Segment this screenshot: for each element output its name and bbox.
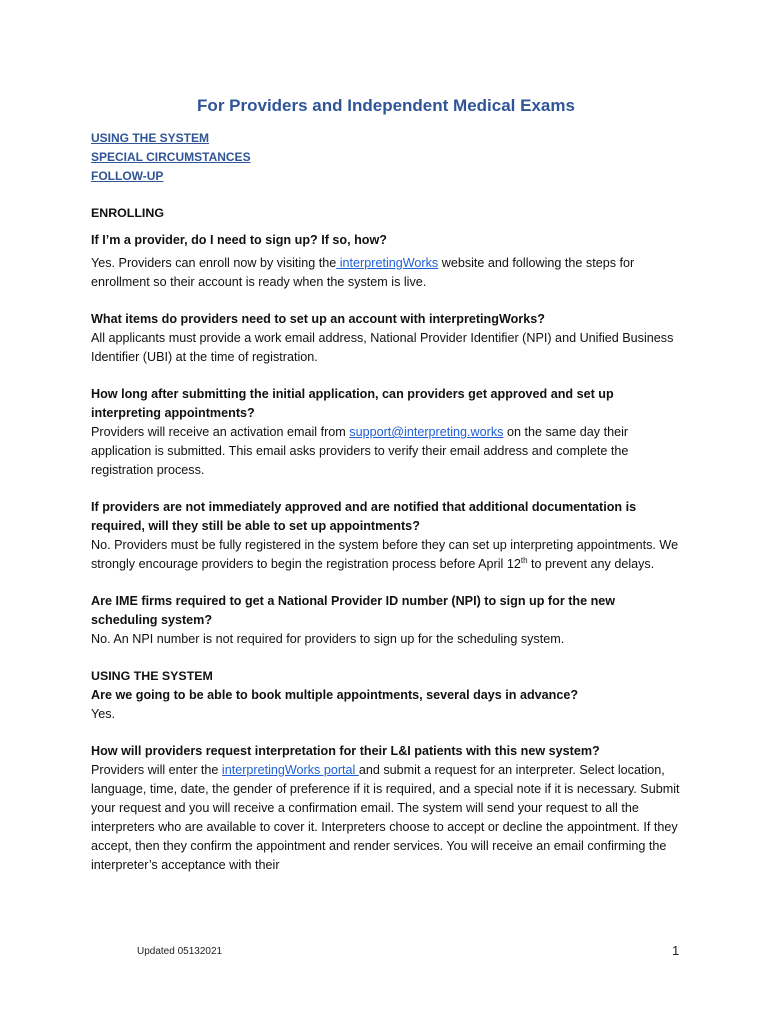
section-heading-using-the-system: USING THE SYSTEM bbox=[91, 669, 213, 683]
question: What items do providers need to set up an account with interpretingWorks? bbox=[91, 312, 545, 326]
answer: Yes. Providers can enroll now by visiting the interpretingWorks website and following the steps for enrollment so their account is ready when the system is live. bbox=[91, 256, 635, 289]
interpretingworks-portal-link[interactable]: interpretingWorks portal bbox=[221, 763, 359, 777]
answer: Yes. bbox=[91, 707, 116, 721]
interpretingworks-website-link[interactable]: interpretingWorks bbox=[336, 256, 439, 270]
page-title: For Providers and Independent Medical Exams bbox=[197, 96, 575, 115]
question: How will providers request interpretation for their L&I patients with this new system? bbox=[91, 744, 600, 758]
footer-updated-date: Updated 05132021 bbox=[137, 946, 223, 957]
question: Are IME firms required to get a National Provider ID number (NPI) to sign up for the new scheduling system? bbox=[91, 594, 616, 627]
answer: No. Providers must be fully registered in the system before they can set up interpreting appointments. We strongly encourage providers to begin the registration process before April 12th to prevent any delays. bbox=[91, 538, 679, 571]
question: If providers are not immediately approved and are notified that additional documentation is required, will they still be able to set up appointments? bbox=[91, 500, 637, 533]
answer: Providers will enter the interpretingWorks portal and submit a request for an interpreter. Select location, language, time, date, the gender of preference if it is required, and a special note if it is necessary. Submit your request and you will receive a confirmation email. The system will send your request to all the interpreters who are available to cover it. Interpreters choose to accept or decline the appointment. If they accept, then they confirm the appointment and render services. You will receive an email confirming the interpreter’s acceptance with their bbox=[91, 763, 680, 872]
answer: No. An NPI number is not required for providers to sign up for the scheduling system. bbox=[91, 632, 565, 646]
toc-link-follow-up[interactable]: FOLLOW-UP bbox=[91, 169, 164, 183]
answer: All applicants must provide a work email address, National Provider Identifier (NPI) and Unified Business Identifier (UBI) at the time of registration. bbox=[91, 331, 674, 364]
document-body bbox=[91, 96, 681, 875]
question: If I’m a provider, do I need to sign up? If so, how? bbox=[91, 233, 387, 247]
question: How long after submitting the initial application, can providers get approved and set up interpreting appointments? bbox=[91, 387, 614, 420]
toc-link-using-the-system[interactable]: USING THE SYSTEM bbox=[91, 131, 210, 145]
support-email-link[interactable]: support@interpreting.works bbox=[349, 425, 504, 439]
table-of-contents bbox=[91, 129, 681, 186]
toc-link-special-circumstances[interactable]: SPECIAL CIRCUMSTANCES bbox=[91, 150, 251, 164]
answer: Providers will receive an activation email from support@interpreting.works on the same day their application is submitted. This email asks providers to verify their email address and complete the registration process. bbox=[91, 425, 629, 477]
section-heading-enrolling: ENROLLING bbox=[91, 206, 164, 220]
page-number: 1 bbox=[672, 943, 680, 958]
question: Are we going to be able to book multiple appointments, several days in advance? bbox=[91, 688, 579, 702]
